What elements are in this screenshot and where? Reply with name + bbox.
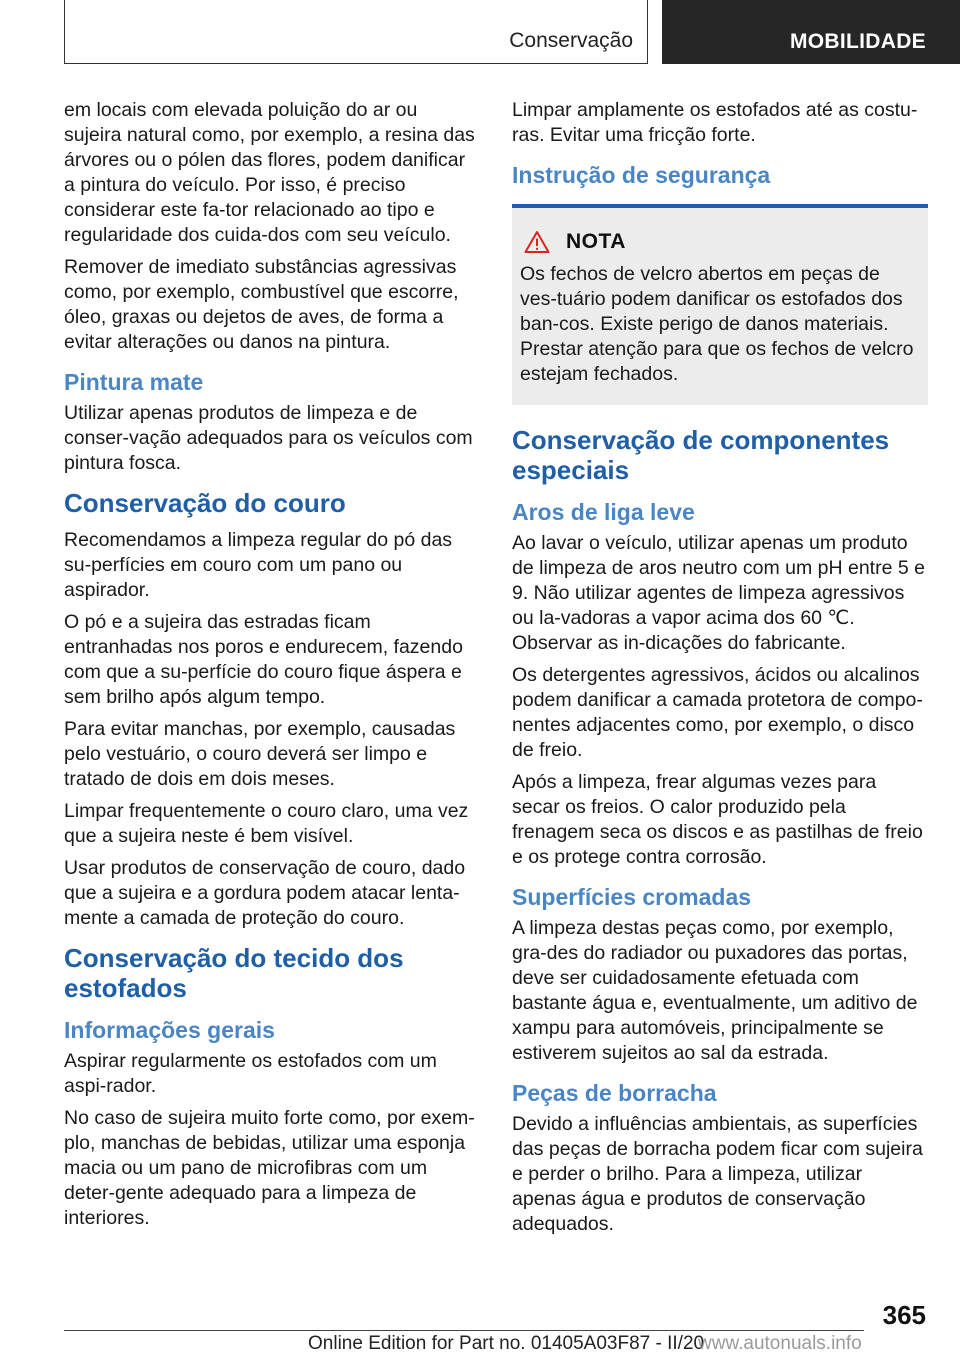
header-section-box — [64, 0, 648, 64]
heading-conservacao-couro: Conservação do couro — [64, 488, 346, 518]
paragraph: em locais com elevada poluição do ar ou sujeira natural como, por exemplo, a resina das árvores ou o pólen das flores, podem danificar a pintura do veículo. Por isso, é preciso considerar este fa-tor relacionado ao tipo e regularidade dos cuida-dos com seu veículo. — [64, 99, 475, 246]
heading-componentes-especiais: Conservação de componentes especiais — [512, 425, 890, 485]
right-column — [512, 98, 928, 1244]
paragraph: Aspirar regularmente os estofados com um aspi-rador. — [64, 1050, 437, 1097]
paragraph: Remover de imediato substâncias agressivas como, por exemplo, combustível que escorre, óleo, graxas ou dejetos de aves, de forma a evitar alterações ou danos na pintura. — [64, 256, 459, 353]
heading-superficies-cromadas: Superfícies cromadas — [512, 884, 752, 910]
header-chapter-title: MOBILIDADE — [790, 30, 926, 53]
heading-pintura-mate: Pintura mate — [64, 369, 204, 395]
paragraph: O pó e a sujeira das estradas ficam entranhadas nos poros e endurecem, fazendo com que a su-perfície do couro fique áspera e sem brilho após algum tempo. — [64, 611, 463, 708]
page-number: 365 — [882, 1300, 926, 1330]
notice-text: Os fechos de velcro abertos em peças de ves-tuário podem danificar os estofados dos ban-cos. Existe perigo de danos materiais. Prestar atenção para que os fechos de velcro estejam fechados. — [520, 263, 914, 385]
warning-triangle-icon — [524, 230, 550, 254]
heading-instrucao-seguranca: Instrução de segurança — [512, 162, 771, 188]
header-section-title: Conservação — [509, 29, 633, 52]
heading-conservacao-tecido: Conservação do tecido dos estofados — [64, 943, 404, 1003]
paragraph: Recomendamos a limpeza regular do pó das su-perfícies em couro com um pano ou aspirador. — [64, 529, 453, 601]
heading-pecas-borracha: Peças de borracha — [512, 1080, 717, 1106]
paragraph: Os detergentes agressivos, ácidos ou alcalinos podem danificar a camada protetora de compo-nentes adjacentes como, por exemplo, o disco de freio. — [512, 664, 923, 761]
heading-aros-liga-leve: Aros de liga leve — [512, 499, 695, 525]
paragraph: Limpar amplamente os estofados até as costu-ras. Evitar uma fricção forte. — [512, 99, 918, 146]
notice-header — [520, 230, 914, 254]
paragraph: No caso de sujeira muito forte como, por exem-plo, manchas de bebidas, utilizar uma esponja macia ou um pano de microfibras com um deter-gente adequado para a limpeza de interiores. — [64, 1107, 475, 1229]
paragraph: A limpeza destas peças como, por exemplo, gra-des do radiador ou puxadores das portas, deve ser cuidadosamente efetuada com bastante água e, eventualmente, um aditivo de xampu para automóveis, principalmente se estiverem sujeitos ao sal da estrada. — [512, 917, 918, 1064]
watermark: www.autonuals.info — [698, 1333, 862, 1354]
notice-title: NOTA — [566, 230, 626, 253]
paragraph: Limpar frequentemente o couro claro, uma vez que a sujeira neste é bem visível. — [64, 800, 469, 847]
left-column — [64, 98, 480, 1238]
heading-informacoes-gerais: Informações gerais — [64, 1017, 275, 1043]
paragraph: Utilizar apenas produtos de limpeza e de conser-vação adequados para os veículos com pintura fosca. — [64, 402, 473, 474]
paragraph: Ao lavar o veículo, utilizar apenas um produto de limpeza de aros neutro com um pH entre 5 e 9. Não utilizar agentes de limpeza agressivos ou la-vadoras a vapor acima dos 60 ℃. Observar as in-dicações do fabricante. — [512, 532, 925, 654]
header-chapter-box — [662, 0, 960, 64]
footer-divider — [64, 1330, 864, 1331]
footer-edition: Online Edition for Part no. 01405A03F87 - II/20 — [308, 1333, 705, 1354]
paragraph: Após a limpeza, frear algumas vezes para secar os freios. O calor produzido pela frenagem seca os discos e as pastilhas de freio e os protege contra corrosão. — [512, 771, 923, 868]
safety-notice — [512, 204, 928, 405]
paragraph: Para evitar manchas, por exemplo, causadas pelo vestuário, o couro deverá ser limpo e tratado de dois em dois meses. — [64, 718, 456, 790]
paragraph: Devido a influências ambientais, as superfícies das peças de borracha podem ficar com sujeira e perder o brilho. Para a limpeza, utilizar apenas água e produtos de conservação adequados. — [512, 1113, 923, 1235]
paragraph: Usar produtos de conservação de couro, dado que a sujeira e a gordura podem atacar lenta-mente a camada de proteção do couro. — [64, 857, 466, 929]
